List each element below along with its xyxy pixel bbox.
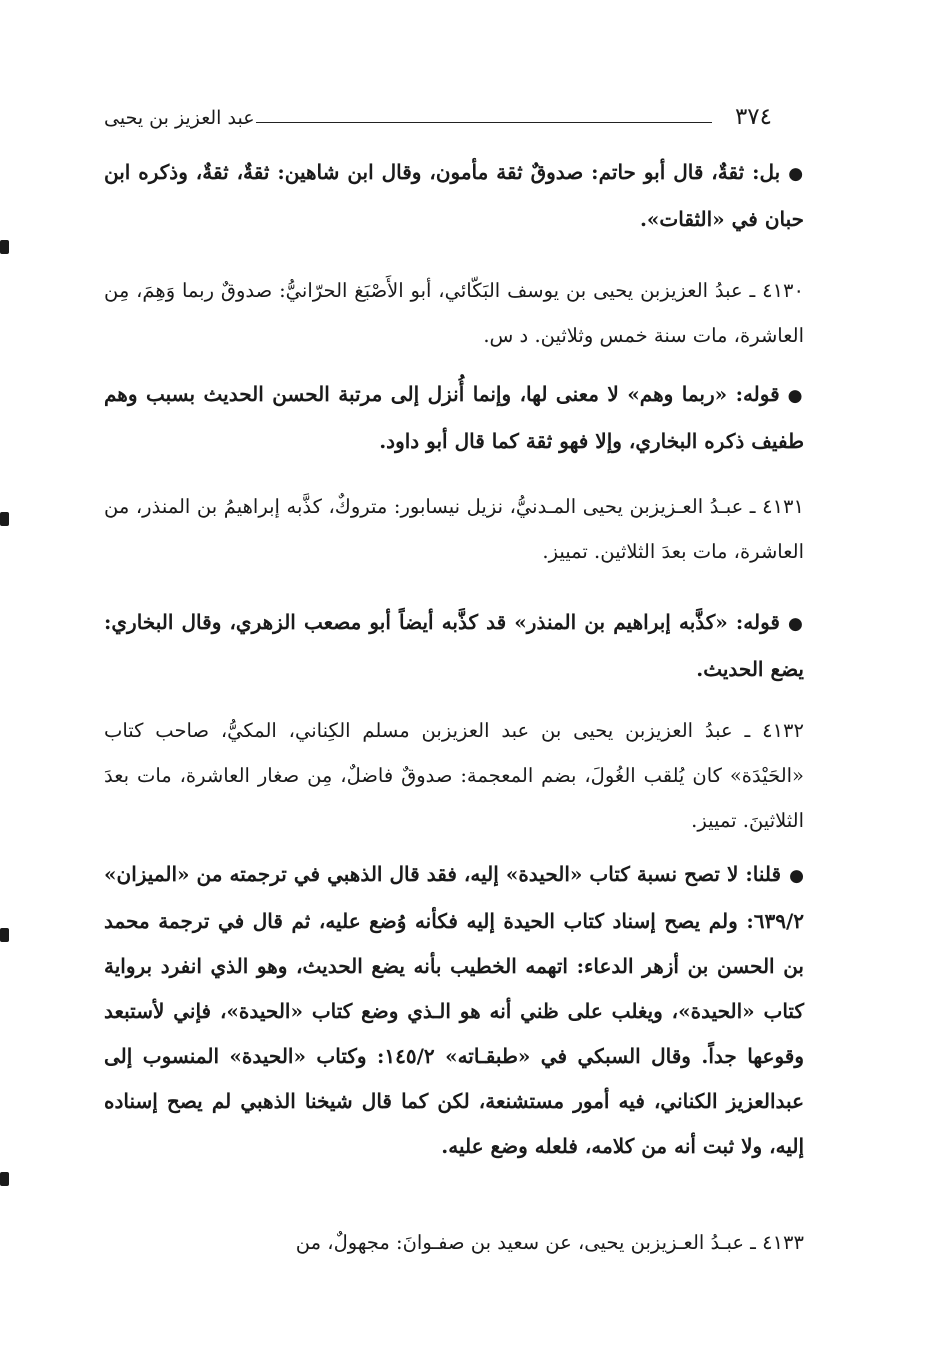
margin-mark bbox=[0, 512, 9, 526]
margin-mark bbox=[0, 1172, 9, 1186]
entry-4130: ٤١٣٠ ـ عبدُ العزيزبن يحيى بن يوسف البَكّائي، أبو الأَصْبَغ الحرّانيُّ: صدوقٌ ربما وَهِمَ، مِن العاشرة، مات سنة خمس وثلاثين. د س. bbox=[104, 279, 804, 347]
commentary-paragraph: ● قوله: «ربما وهم» لا معنى لها، وإنما أُنزل إلى مرتبة الحسن الحديث بسبب وهم طفيف ذكره البخاري، وإلا فهو ثقة كما قال أبو داود. bbox=[104, 372, 804, 464]
page-header bbox=[104, 102, 772, 138]
page-number: ٣٧٤ bbox=[734, 104, 772, 130]
commentary-paragraph: ● قوله: «كذَّبه إبراهيم بن المنذر» قد كذَّبه أيضاً أبو مصعب الزهري، وقال البخاري: يضع الحديث. bbox=[104, 600, 804, 692]
entry-4133: ٤١٣٣ ـ عبـدُ العـزيزبن يحيى، عن سعيد بن صفـوانَ: مجهولٌ، من bbox=[295, 1231, 804, 1254]
entry-4132: ٤١٣٢ ـ عبدُ العزيزبن يحيى بن عبد العزيزبن مسلم الكِناني، المكيُّ، صاحب كتاب «الحَيْدَة» كان يُلقب الغُولَ، بضم المعجمة: صدوقٌ فاضلٌ، مِن صغار العاشرة، مات بعدَ الثلاثينَ. تمييز. bbox=[104, 719, 804, 832]
margin-mark bbox=[0, 928, 9, 942]
entry-4131: ٤١٣١ ـ عبـدُ العـزيزبن يحيى المـدنيُّ، نزيل نيسابور: متروكٌ، كذَّبه إبراهيمُ بن المنذر، من العاشرة، مات بعدَ الثلاثين. تمييز. bbox=[104, 495, 804, 563]
margin-mark bbox=[0, 240, 9, 254]
running-title: عبد العزيز بن يحيى bbox=[104, 107, 255, 129]
header-rule bbox=[256, 122, 712, 123]
commentary-paragraph: ● بل: ثقةٌ، قال أبو حاتم: صدوقٌ ثقة مأمون، وقال ابن شاهين: ثقةٌ، ثقةٌ، وذكره ابن حبان في «الثقات». bbox=[104, 150, 804, 242]
commentary-paragraph: ● قلنا: لا تصح نسبة كتاب «الحيدة» إليه، فقد قال الذهبي في ترجمته من «الميزان» ٦٣٩/٢: ولم يصح إسناد كتاب الحيدة إليه فكأنه وُضع عليه، ثم قال في ترجمة محمد بن الحسن بن أزهر الدعاء: اتهمه الخطيب بأنه يضع الحديث، وهو الذي انفرد برواية كتاب «الحيدة»، ويغلب على ظني أنه هو الـذي وضع كتاب «الحيدة»، فإني لأستبعد وقوعها جداً. وقال السبكي في «طبقـاته» ١٤٥/٢: وكتاب «الحيدة» المنسوب إلى عبدالعزيز الكناني، فيه أمور مستشنعة، لكن كما قال شيخنا الذهبي لم يصح إسناده إليه، ولا ثبت أنه من كلامه، فلعله وضع عليه. bbox=[104, 852, 804, 1169]
